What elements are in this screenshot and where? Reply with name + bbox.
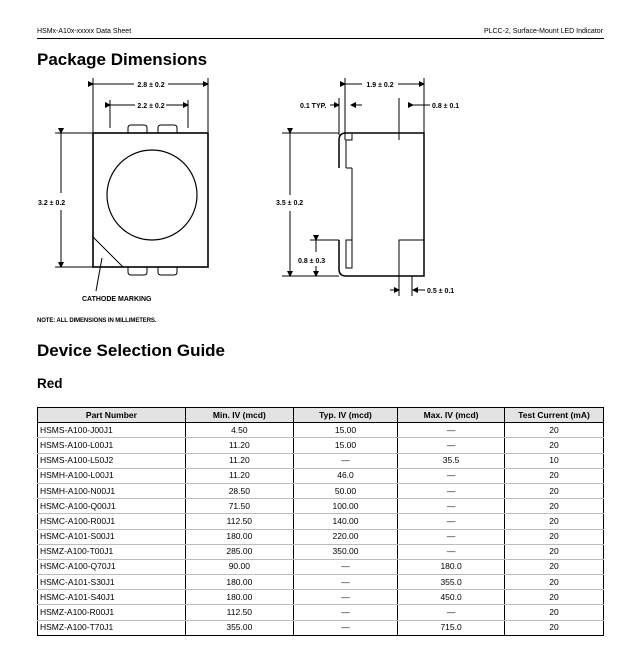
dim-lead-label: 0.8 ± 0.1 bbox=[432, 103, 460, 110]
table-cell: 20 bbox=[505, 483, 604, 498]
table-cell: 46.0 bbox=[293, 468, 397, 483]
table-cell: 20 bbox=[505, 529, 604, 544]
table-row bbox=[38, 590, 604, 605]
dim-width-inner-label: 2.2 ± 0.2 bbox=[137, 103, 165, 110]
header-doc-subtitle: PLCC-2, Surface-Mount LED Indicator bbox=[483, 28, 603, 35]
table-cell: 90.00 bbox=[185, 559, 293, 574]
table-cell: — bbox=[293, 575, 397, 590]
table-cell: 112.50 bbox=[185, 605, 293, 620]
column-header: Min. IV (mcd) bbox=[185, 408, 293, 423]
table-cell: — bbox=[293, 559, 397, 574]
table-cell: 11.20 bbox=[185, 468, 293, 483]
table-cell: 220.00 bbox=[293, 529, 397, 544]
table-cell: — bbox=[398, 605, 505, 620]
dim-typ-label: 0.1 TYP. bbox=[300, 103, 327, 110]
table-cell: 71.50 bbox=[185, 499, 293, 514]
part-number-cell: HSMC-A100-Q70J1 bbox=[38, 559, 186, 574]
table-cell: 715.0 bbox=[398, 620, 505, 635]
table-cell: — bbox=[398, 423, 505, 438]
table-cell: — bbox=[293, 620, 397, 635]
table-cell: — bbox=[293, 453, 397, 468]
table-cell: 20 bbox=[505, 423, 604, 438]
table-cell: — bbox=[398, 468, 505, 483]
table-cell: 20 bbox=[505, 499, 604, 514]
table-row bbox=[38, 620, 604, 635]
table-cell: — bbox=[293, 590, 397, 605]
table-cell: 285.00 bbox=[185, 544, 293, 559]
column-header: Typ. IV (mcd) bbox=[293, 408, 397, 423]
table-row bbox=[38, 483, 604, 498]
table-cell: 11.20 bbox=[185, 453, 293, 468]
table-cell: 450.0 bbox=[398, 590, 505, 605]
table-cell: 50.00 bbox=[293, 483, 397, 498]
table-cell: 28.50 bbox=[185, 483, 293, 498]
table-cell: 20 bbox=[505, 544, 604, 559]
dim-side-width-label: 1.9 ± 0.2 bbox=[366, 82, 394, 89]
dim-height-side-label: 3.5 ± 0.2 bbox=[276, 200, 304, 207]
table-cell: — bbox=[398, 438, 505, 453]
dim-lead-height-label: 0.8 ± 0.3 bbox=[298, 258, 326, 265]
table-row bbox=[38, 499, 604, 514]
table-cell: 20 bbox=[505, 438, 604, 453]
part-number-cell: HSMH-A100-N00J1 bbox=[38, 483, 186, 498]
header-doc-title: HSMx-A10x-xxxxx Data Sheet bbox=[37, 28, 132, 35]
table-cell: 11.20 bbox=[185, 438, 293, 453]
column-header: Max. IV (mcd) bbox=[398, 408, 505, 423]
table-cell: — bbox=[398, 529, 505, 544]
table-cell: — bbox=[293, 605, 397, 620]
table-cell: 20 bbox=[505, 605, 604, 620]
table-cell: 350.00 bbox=[293, 544, 397, 559]
part-number-cell: HSMH-A100-L00J1 bbox=[38, 468, 186, 483]
part-number-cell: HSMC-A100-Q00J1 bbox=[38, 499, 186, 514]
table-row bbox=[38, 468, 604, 483]
table-cell: 20 bbox=[505, 468, 604, 483]
part-number-cell: HSMC-A101-S40J1 bbox=[38, 590, 186, 605]
table-cell: 4.50 bbox=[185, 423, 293, 438]
table-cell: 20 bbox=[505, 620, 604, 635]
table-cell: 100.00 bbox=[293, 499, 397, 514]
table-row bbox=[38, 605, 604, 620]
device-selection-title: Device Selection Guide bbox=[37, 341, 226, 360]
table-cell: 20 bbox=[505, 575, 604, 590]
part-number-cell: HSMZ-A100-T00J1 bbox=[38, 544, 186, 559]
column-header: Part Number bbox=[38, 408, 186, 423]
part-number-cell: HSMC-A101-S00J1 bbox=[38, 529, 186, 544]
part-number-cell: HSMZ-A100-R00J1 bbox=[38, 605, 186, 620]
table-row bbox=[38, 529, 604, 544]
table-cell: 20 bbox=[505, 590, 604, 605]
dimensions-note: NOTE: ALL DIMENSIONS IN MILLIMETERS. bbox=[37, 318, 157, 324]
table-cell: 15.00 bbox=[293, 423, 397, 438]
table-header-row bbox=[38, 408, 604, 423]
device-selection-table bbox=[37, 407, 604, 636]
part-number-cell: HSMZ-A100-T70J1 bbox=[38, 620, 186, 635]
table-cell: — bbox=[398, 483, 505, 498]
table-cell: 20 bbox=[505, 559, 604, 574]
table-row bbox=[38, 453, 604, 468]
part-number-cell: HSMS-A100-J00J1 bbox=[38, 423, 186, 438]
table-cell: 15.00 bbox=[293, 438, 397, 453]
table-row bbox=[38, 559, 604, 574]
red-color-title: Red bbox=[37, 376, 63, 391]
package-dimensions-drawing bbox=[0, 0, 641, 330]
table-cell: 180.00 bbox=[185, 590, 293, 605]
table-row bbox=[38, 438, 604, 453]
dim-width-outer-label: 2.8 ± 0.2 bbox=[137, 82, 165, 89]
table-cell: 180.00 bbox=[185, 575, 293, 590]
dim-bottom-label: 0.5 ± 0.1 bbox=[427, 288, 455, 295]
part-number-cell: HSMC-A101-S30J1 bbox=[38, 575, 186, 590]
column-header: Test Current (mA) bbox=[505, 408, 604, 423]
table-cell: 180.0 bbox=[398, 559, 505, 574]
table-cell: 140.00 bbox=[293, 514, 397, 529]
table-cell: 355.00 bbox=[185, 620, 293, 635]
table-row bbox=[38, 423, 604, 438]
table-cell: — bbox=[398, 499, 505, 514]
cathode-marking-label: CATHODE MARKING bbox=[82, 296, 152, 303]
table-row bbox=[38, 544, 604, 559]
table-row bbox=[38, 575, 604, 590]
part-number-cell: HSMS-A100-L00J1 bbox=[38, 438, 186, 453]
table-cell: 355.0 bbox=[398, 575, 505, 590]
table-cell: 35.5 bbox=[398, 453, 505, 468]
dim-height-front-label: 3.2 ± 0.2 bbox=[38, 200, 66, 207]
part-number-cell: HSMC-A100-R00J1 bbox=[38, 514, 186, 529]
table-row bbox=[38, 514, 604, 529]
table-cell: — bbox=[398, 514, 505, 529]
table-cell: 20 bbox=[505, 514, 604, 529]
table-cell: 180.00 bbox=[185, 529, 293, 544]
table-cell: 112.50 bbox=[185, 514, 293, 529]
package-dimensions-title: Package Dimensions bbox=[37, 50, 208, 69]
table-cell: 10 bbox=[505, 453, 604, 468]
table-cell: — bbox=[398, 544, 505, 559]
part-number-cell: HSMS-A100-L50J2 bbox=[38, 453, 186, 468]
